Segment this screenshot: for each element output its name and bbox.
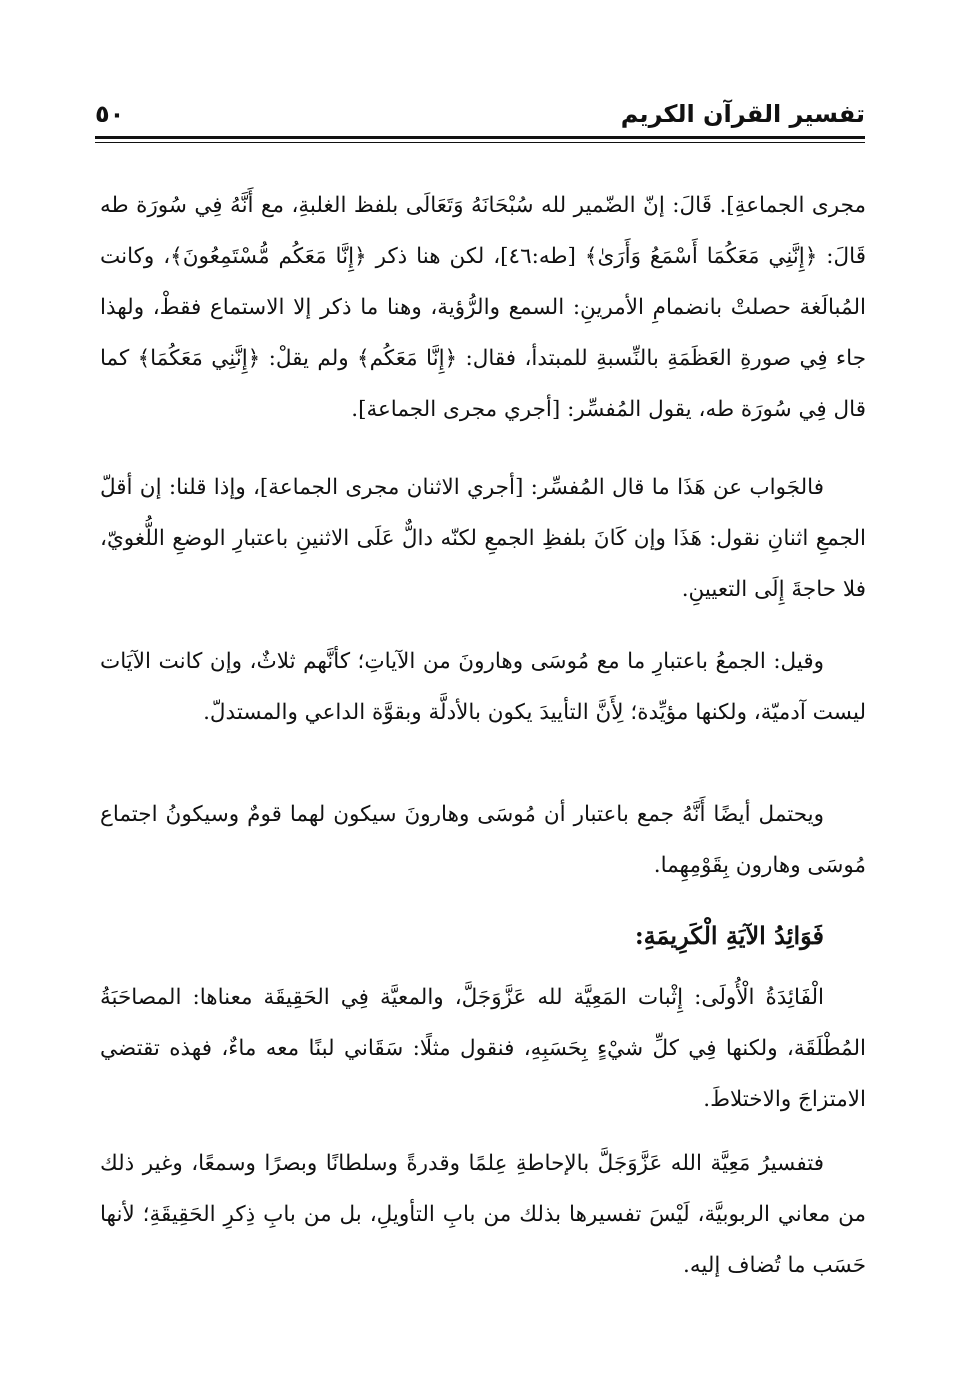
benefit-1-continued: فتفسيرُ مَعِيَّة الله عَزَّوَجَلَّ بالإحاطةِ عِلمًا وقدرةً وسلطانًا وبصرًا وسمعًا، وغير ذلك من معاني الربوبيَّة، لَيْسَ تفسيرها بذلك من بابِ التأويلِ، بل من بابِ ذِكرِ الحَقِيقَةِ؛ لأنها حَسَب ما تُضاف إليه. bbox=[100, 1151, 866, 1278]
paragraph-1: مجرى الجماعةِ]. قَالَ: إنّ الضّمير لله سُبْحَانَهُ وَتَعَالَى بلفظ الغلبةِ، مع أَنَّهُ فِي سُورَة طه قَالَ: ﴿إِنَّنِي مَعَكُمَا أَسْمَعُ وَأَرَىٰ﴾ [طه:٤٦]، لكن هنا ذكر ﴿إِنَّا مَعَكُم مُّسْتَمِعُونَ﴾، وكانت المُبالَغة حصلتْ بانضمامِ الأمرينِ: السمع والرُّؤية، وهنا ما ذكر إلا الاستماع فقطْ، ولهذا جاء فِي صورةِ العَظَمَةِ بالنِّسبةِ للمبتدأ، فقال: ﴿إِنَّا مَعَكُم﴾ ولم يقلْ: ﴿إِنَّنِي مَعَكُمَا﴾ كما قال فِي سُورَة طه، يقول المُفسِّر: [أجري مجرى الجماعة]. bbox=[100, 193, 866, 422]
book-title: تفسير القرآن الكريم bbox=[620, 100, 865, 128]
header-rule bbox=[95, 136, 865, 139]
page-header bbox=[95, 98, 865, 138]
paragraph-3: وقيل: الجمعُ باعتبارِ ما مع مُوسَى وهارونَ من الآياتِ؛ كأنَّهم ثلاثٌ، وإن كانت الآيَات ليست آدميّة، ولكنها مؤيِّدة؛ لِأَنَّ التأييدَ يكون بالأدلَّة وبقوَّة الداعي والمستدلّ. bbox=[100, 649, 866, 725]
section-heading: فَوَائِدُ الآيَةِ الْكَرِيمَةِ: bbox=[634, 921, 824, 950]
paragraph-4: ويحتمل أيضًا أَنَّهُ جمع باعتبار أن مُوسَى وهارونَ سيكون لهما قومٌ وسيكونُ اجتماع مُوسَى وهارون بِقَوْمِهِما. bbox=[100, 802, 866, 878]
header-rule-thin bbox=[95, 142, 865, 143]
page-number: ٥٠ bbox=[95, 100, 125, 128]
paragraph-2: فالجَواب عن هَذَا ما قال المُفسِّر: [أجري الاثنان مجرى الجماعة]، وإذا قلنا: إن أقلّ الجمعِ اثنانِ نقول: هَذَا وإن كَانَ بلفظِ الجمعِ لكنّه دالٌّ عَلَى الاثنينِ باعتبارِ الوضعِ اللُّغويّ، فلا حاجةَ إِلَى التعيينِ. bbox=[100, 475, 866, 602]
benefit-1: الْفَائِدَةُ الْأُولَى: إِثْبات المَعِيَّة لله عَزَّوَجَلَّ، والمعيَّة فِي الحَقِيقَة معناها: المصاحَبَةُ المُطْلَقَة، ولكنها فِي كلِّ شيْءٍ بِحَسَبِهِ، فنقول مثلًا: سَقَاني لبنًا معه ماءٌ، فهذه تقتضي الامتزاجَ والاختلاطَ. bbox=[100, 985, 866, 1112]
